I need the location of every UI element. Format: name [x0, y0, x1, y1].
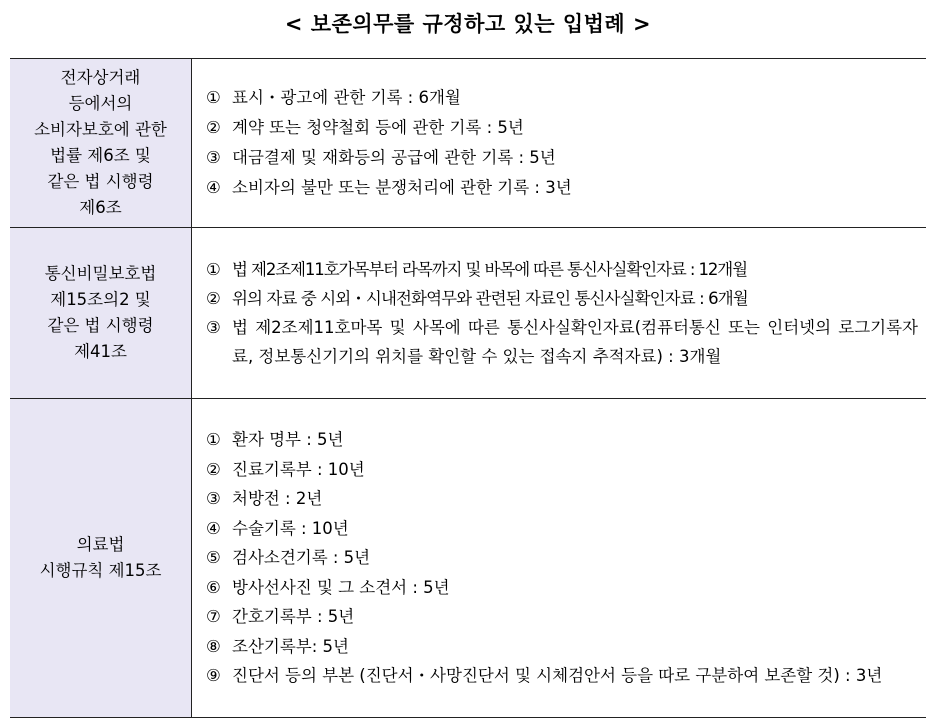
item-number: ⑥ — [206, 577, 221, 597]
item-number: ① — [206, 88, 221, 107]
item-text: 수술기록 : 10년 — [232, 518, 349, 538]
item-text: 검사소견기록 : 5년 — [232, 548, 371, 568]
law-name-line: 법률 제6조 및 — [50, 146, 151, 165]
item-number: ⑦ — [206, 607, 221, 627]
law-name-line: 제41조 — [74, 342, 127, 361]
table-row — [10, 59, 926, 228]
law-name-line: 통신비밀보호법 — [44, 264, 157, 283]
list-item — [206, 602, 918, 632]
list-item — [206, 661, 918, 691]
law-name-line: 의료법 — [76, 535, 125, 554]
item-number: ② — [206, 459, 221, 479]
list-item — [206, 255, 918, 284]
table-row — [10, 399, 926, 718]
item-number: ① — [206, 430, 221, 450]
item-text: 법 제2조제11호마목 및 사목에 따른 통신사실확인자료(컴퓨터통신 또는 인터넷의 로그기록자료, 정보통신기기의 위치를 확인할 수 있는 접속지 추적자료) : 3개월 — [232, 318, 918, 366]
item-text: 계약 또는 청약철회 등에 관한 기록 : 5년 — [232, 118, 524, 137]
legislation-table — [10, 58, 926, 718]
table-row — [10, 228, 926, 399]
list-item — [206, 284, 918, 313]
item-text: 진료기록부 : 10년 — [232, 459, 365, 479]
retention-items-cell — [192, 228, 927, 399]
law-name-cell — [10, 59, 192, 228]
law-name-line: 제6조 — [79, 198, 122, 217]
list-item — [206, 313, 918, 371]
item-text: 처방전 : 2년 — [232, 489, 323, 509]
item-number: ② — [206, 289, 221, 308]
item-text: 방사선사진 및 그 소견서 : 5년 — [232, 577, 450, 597]
item-text: 간호기록부 : 5년 — [232, 607, 355, 627]
item-number: ⑨ — [206, 666, 221, 686]
list-item — [206, 455, 918, 485]
law-name-cell — [10, 399, 192, 718]
item-text: 위의 자료 중 시외・시내전화역무와 관련된 자료인 통신사실확인자료 : 6개월 — [232, 289, 748, 308]
retention-items-cell — [192, 399, 927, 718]
item-text: 진단서 등의 부본 (진단서・사망진단서 및 시체검안서 등을 따로 구분하여 보존할 것) : 3년 — [232, 666, 883, 686]
law-name-line: 제15조의2 및 — [50, 290, 151, 309]
law-name-line: 같은 법 시행령 — [47, 172, 154, 191]
item-number: ① — [206, 260, 221, 279]
list-item — [206, 113, 918, 143]
law-name-line: 등에서의 — [68, 94, 133, 113]
list-item — [206, 425, 918, 455]
item-text: 표시・광고에 관한 기록 : 6개월 — [232, 88, 461, 107]
item-number: ⑧ — [206, 636, 221, 656]
list-item — [206, 543, 918, 573]
law-name-line: 소비자보호에 관한 — [34, 120, 167, 139]
list-item — [206, 632, 918, 662]
item-number: ④ — [206, 178, 221, 197]
item-number: ② — [206, 118, 221, 137]
list-item — [206, 83, 918, 113]
list-item — [206, 514, 918, 544]
item-text: 환자 명부 : 5년 — [232, 430, 344, 450]
document-title: < 보존의무를 규정하고 있는 입법례 > — [284, 12, 652, 36]
item-number: ③ — [206, 489, 221, 509]
item-text: 대금결제 및 재화등의 공급에 관한 기록 : 5년 — [232, 148, 556, 167]
item-number: ③ — [206, 148, 221, 167]
item-text: 조산기록부: 5년 — [232, 636, 349, 656]
law-name-line: 시행규칙 제15조 — [39, 561, 162, 580]
item-text: 법 제2조제11호가목부터 라목까지 및 바목에 따른 통신사실확인자료 : 12개월 — [232, 260, 747, 279]
list-item — [206, 484, 918, 514]
item-number: ④ — [206, 518, 221, 538]
item-number: ⑤ — [206, 548, 221, 568]
law-name-line: 전자상거래 — [60, 68, 141, 87]
item-number: ③ — [206, 318, 221, 337]
list-item — [206, 143, 918, 173]
law-name-line: 같은 법 시행령 — [47, 316, 154, 335]
law-name-cell — [10, 228, 192, 399]
list-item — [206, 173, 918, 203]
item-text: 소비자의 불만 또는 분쟁처리에 관한 기록 : 3년 — [232, 178, 572, 197]
list-item — [206, 573, 918, 603]
retention-items-cell — [192, 59, 927, 228]
